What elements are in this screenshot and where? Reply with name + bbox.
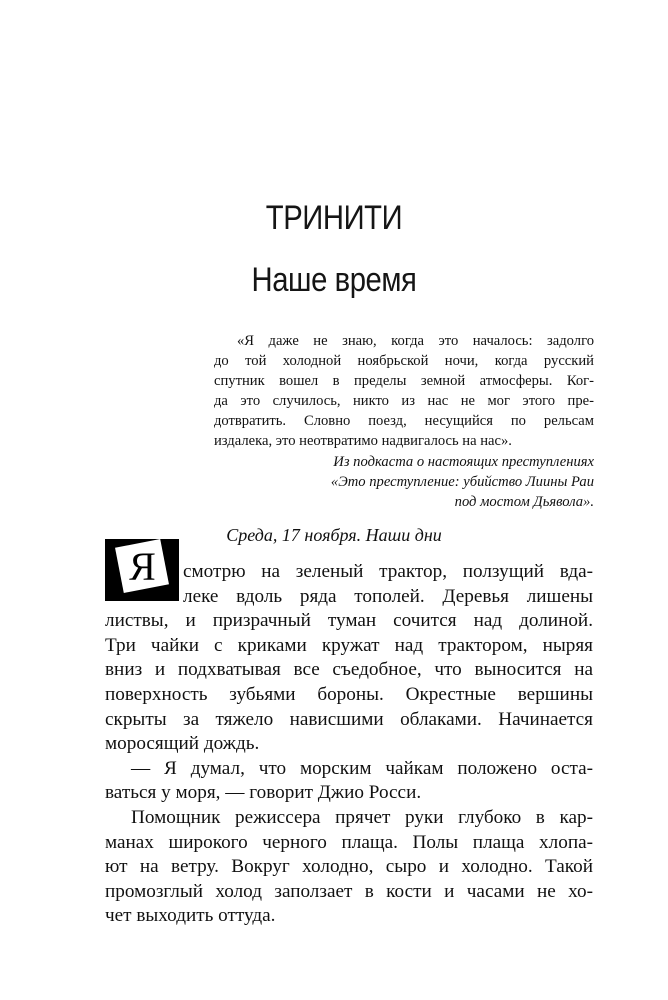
- epigraph: [214, 331, 594, 451]
- epigraph-line: дотвратить. Словно поезд, несущийся по рельсам: [214, 413, 594, 429]
- dateline: Среда, 17 ноября. Наши дни: [226, 525, 442, 545]
- body-line: чет выходить оттуда.: [105, 905, 276, 927]
- body-line: леке вдоль ряда тополей. Деревья лишены: [183, 585, 593, 607]
- body-line: смотрю на зеленый трактор, ползущий вда-: [183, 561, 593, 582]
- body-line: вниз и подхватывая все съедобное, что выносится на: [105, 659, 593, 681]
- epigraph-source-line: под мостом Дьявола».: [454, 494, 594, 510]
- body-text: [105, 560, 593, 929]
- body-line: моросящий дождь.: [105, 733, 260, 755]
- body-line: поверхность зубьями бороны. Окрестные вершины: [105, 683, 593, 705]
- epigraph-source-line: Из подкаста о настоящих преступлениях: [333, 454, 594, 470]
- epigraph-source: [234, 452, 594, 512]
- body-line: скрыты за тяжело нависшими облаками. Начинается: [105, 708, 593, 730]
- body-line: ют на ветру. Вокруг холодно, сыро и холодно. Такой: [105, 856, 593, 878]
- drop-cap-letter: Я: [128, 543, 156, 589]
- epigraph-line: издалека, это неотвратимо надвигалось на нас».: [214, 433, 512, 449]
- body-line: ваться у моря, — говорит Джио Росси.: [105, 782, 422, 804]
- body-line: Помощник режиссера прячет руки глубоко в кар-: [131, 806, 593, 828]
- epigraph-line: «Я даже не знаю, когда это началось: задолго: [237, 333, 594, 349]
- body-line: листвы, и призрачный туман сочится над долиной.: [105, 610, 593, 632]
- body-line: промозглый холод заползает в кости и часами не хо-: [105, 880, 593, 902]
- chapter-subtitle: Наше время: [251, 261, 417, 299]
- epigraph-source-line: «Это преступление: убийство Лиины Раи: [330, 474, 594, 490]
- epigraph-line: да это случилось, никто из нас не мог этого пре-: [214, 393, 594, 409]
- epigraph-line: спутник вошел в пределы земной атмосферы. Ког-: [214, 373, 594, 389]
- epigraph-line: до той холодной ноябрьской ночи, когда русский: [214, 353, 594, 369]
- chapter-title: ТРИНИТИ: [265, 199, 403, 237]
- body-line: — Я думал, что морским чайкам положено оста-: [131, 757, 593, 779]
- body-line: манах широкого черного плаща. Полы плаща хлопа-: [105, 831, 593, 853]
- body-line: Три чайки с криками кружат над трактором, ныряя: [105, 634, 593, 656]
